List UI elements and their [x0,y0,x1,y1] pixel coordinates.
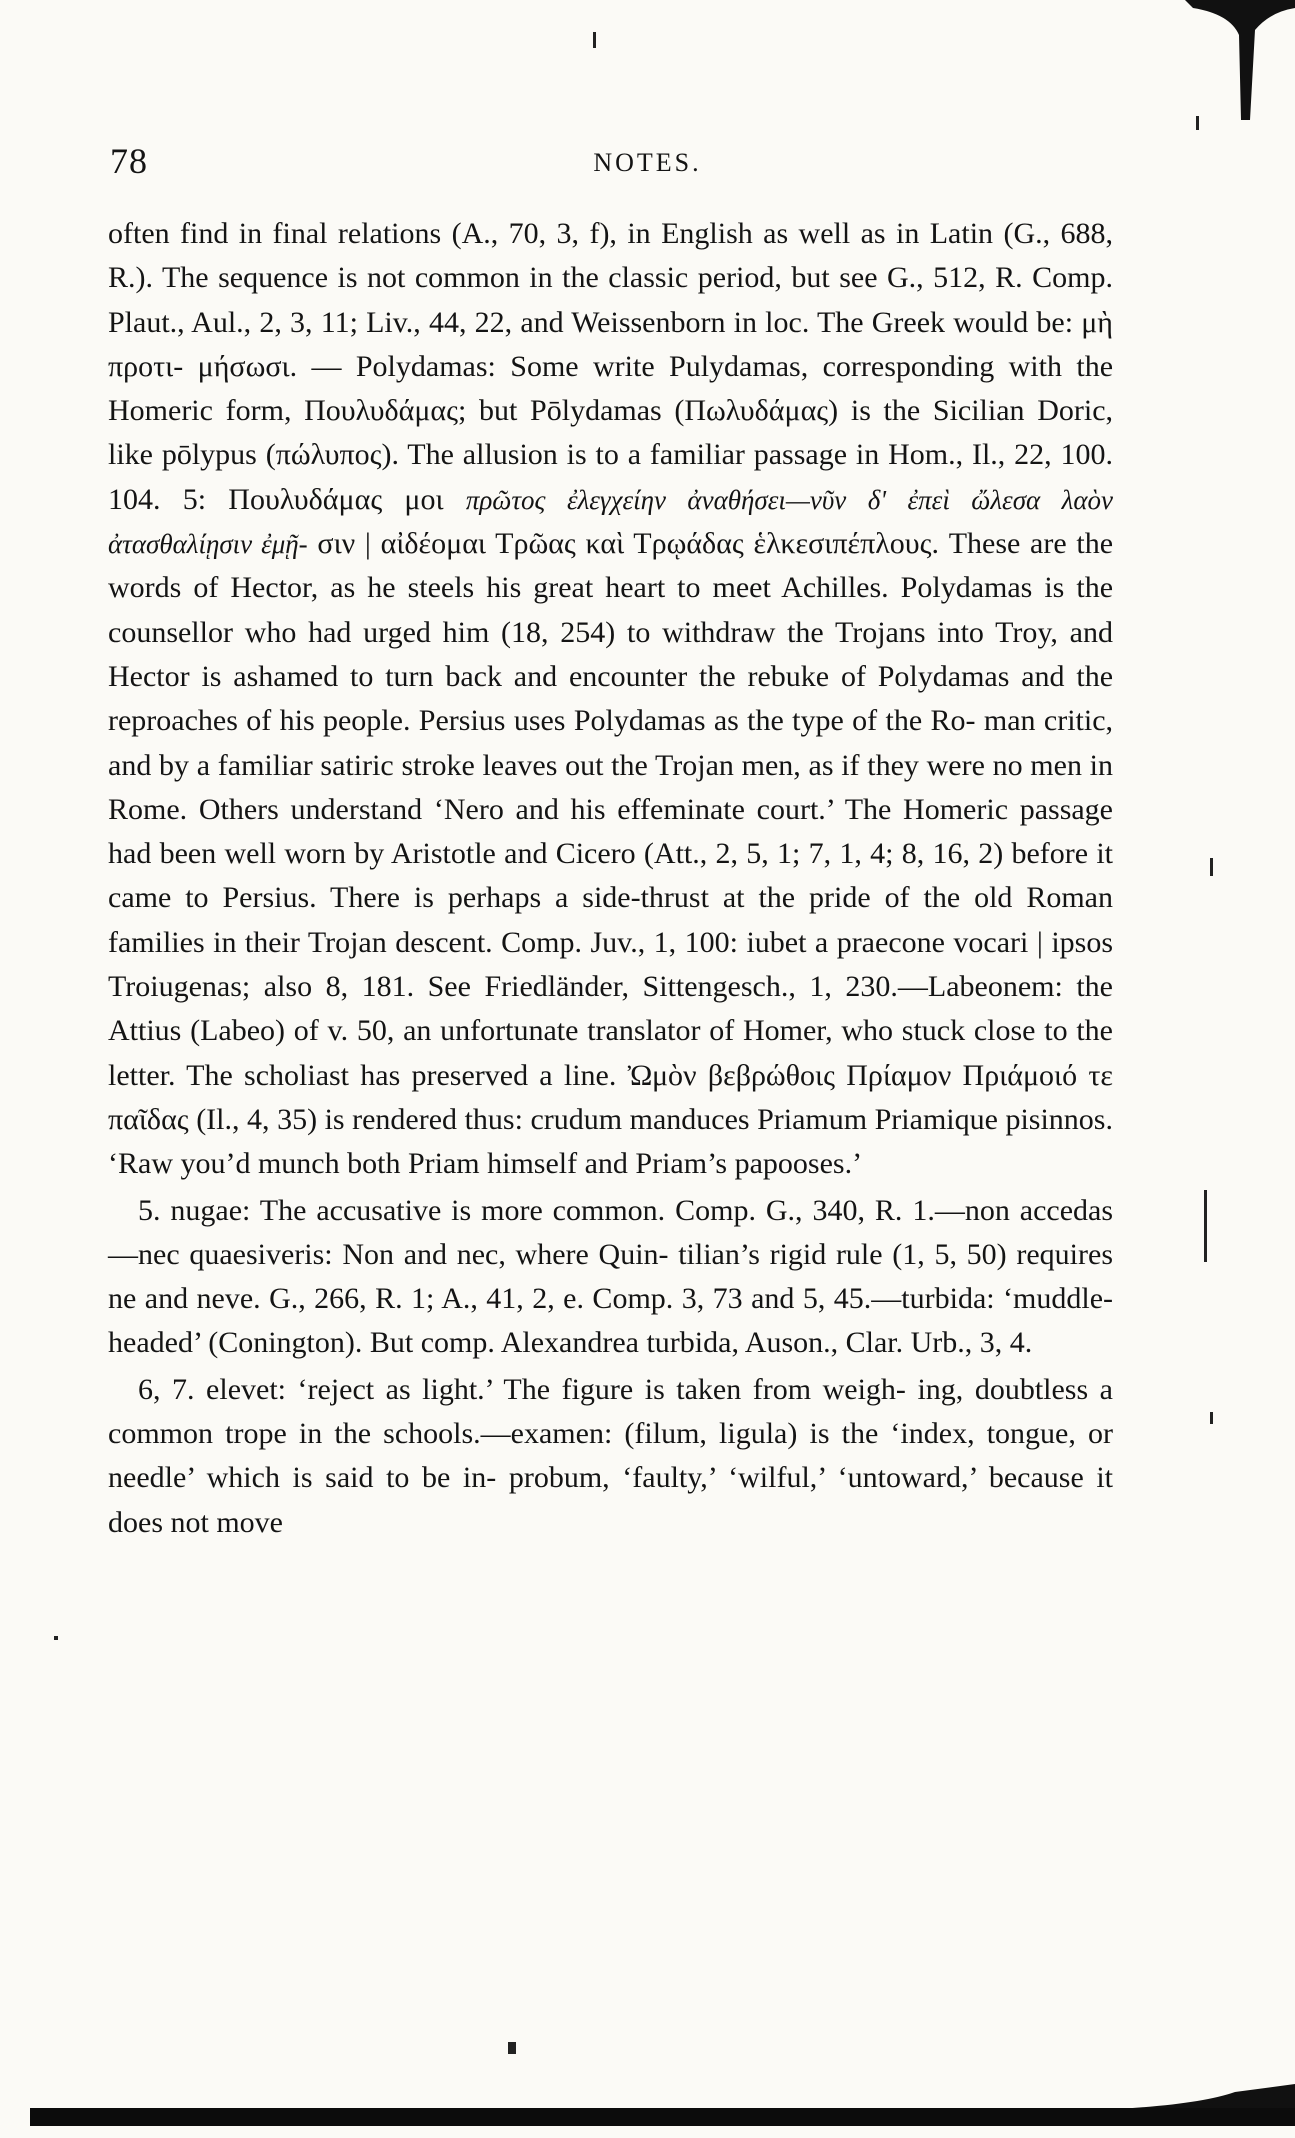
note-paragraph-polydamas [108,212,1113,1187]
margin-speck [1210,1412,1213,1424]
text-line: back and encounter the rebuke of Polydamas and the reproaches [108,659,1114,738]
text-line: period, but see G., 512, R. Comp. Plaut., Aul., 2, 3, 11; Liv., [108,261,1113,339]
text-line: is the Sicilian Doric, like pōlypus (πώλυπος). The allusion is to [108,394,1114,472]
text-line: Polydamas is the counsellor who had urged him (18, 254) to [108,571,1114,649]
text-line: ing, doubtless a common trope in the schools.—examen: (filum, [108,1372,1113,1451]
text-line: the pride of the old Roman families in their Trojan descent. [108,881,1114,959]
text-line: tilian’s rigid rule (1, 5, 50) requires ne and neve. G., 266, R. 1; [108,1237,1113,1316]
text-line: σιν | αἰδέομαι Τρῶας καὶ Τρῳάδας ἑλκεσιπέπλους. These are the [317,527,1114,561]
corner-mark-icon [1175,0,1295,140]
text-line: of his people. Persius uses Polydamas as the type of the Ro- [246,704,976,738]
text-line: words of Hector, as he steels his great heart to meet Achilles. [108,571,889,605]
notes-body [108,212,1113,1545]
note-paragraph-elevet [108,1368,1113,1545]
margin-speck [593,32,596,48]
page-number: 78 [110,141,148,181]
greek-quotation-line: πρῶτος ἐλεγχείην ἀναθήσει—νῦν δ' ἐπεὶ ὤλεσα λαὸν ἀτασθαλίῃσιν ἐμῇ- [108,484,1114,560]
text-line: (Conington). But comp. Alexandrea turbida, Auson., Clar. Urb., [208,1326,973,1360]
text-line: probum, ‘faulty,’ ‘wilful,’ ‘untoward,’ because it does not move [108,1461,1114,1539]
text-line: stuck close to the letter. The scholiast has preserved a line. [108,1014,1113,1092]
text-line: a familiar passage in Hom., Il., 22, 100. 104. 5: Πουλυδάμας μοι [108,438,1114,516]
text-line: A., 41, 2, e. Comp. 3, 73 and 5, 45.—turbida: ‘muddle-headed’ [108,1282,1113,1360]
text-line: Attius (Labeo) of v. 50, an unfortunate translator of Homer, who [108,1014,894,1048]
text-line: with the Homeric form, Πουλυδάμας; but Pōlydamas (Πωλυδάμας) [108,349,1114,428]
text-line: 5. nugae: The accusative is more common. Comp. G., 340, [138,1193,865,1227]
margin-speck [508,2042,516,2054]
text-line: 3, 4. [979,1326,1033,1360]
running-head: NOTES. [593,148,702,177]
text-line: men, as if they were no men in Rome. Others understand [108,748,1114,826]
text-line: Comp. Juv., 1, 100: iubet a praecone vocari | ipsos Troiugenas; also [108,925,1114,1004]
text-line: Latin (G., 688, R.). The sequence is not common in the classic [108,217,1114,295]
margin-speck [1204,1190,1207,1262]
text-line: man critic, and by a familiar satiric stroke leaves out the Trojan [108,704,1114,782]
margin-speck [1210,858,1213,876]
text-line: 8, 181. See Friedländer, Sittengesch., 1, 230.—Labeonem: the [325,970,1113,1004]
text-line: μήσωσι. — Polydamas: Some write Pulydamas, corresponding [197,349,995,383]
text-line: 2) before it came to Persius. There is perhaps a side-thrust at [108,837,1114,915]
text-line: ligula) is the ‘index, tongue, or needle’ which is said to be in- [108,1417,1113,1495]
margin-speck [54,1636,58,1640]
text-line: often find in final relations (A., 70, 3, f), in English as well as in [108,217,920,250]
bottom-rule [30,2108,1295,2126]
text-line: Ὠμὸν βεβρώθοις Πρίαμον Πριάμοιό τε παῖδας (Il., 4, 35) is rendered [108,1058,1114,1136]
margin-speck [1196,116,1199,130]
text-line: R. 1.—non accedas—nec quaesiveris: Non and nec, where Quin- [108,1193,1114,1271]
note-paragraph-nugae [108,1189,1113,1366]
text-line: thus: crudum manduces Priamum Priamique pisinnos. ‘Raw [108,1102,1113,1181]
text-line: ‘Nero and his effeminate court.’ The Homeric passage had been [108,792,1113,871]
text-line: well worn by Aristotle and Cicero (Att., 2, 5, 1; 7, 1, 4; 8, 16, [224,837,970,871]
text-line: withdraw the Trojans into Troy, and Hector is ashamed to turn [108,615,1113,693]
text-line: 44, 22, and Weissenborn in loc. The Greek would be: μὴ προτι- [108,305,1113,383]
text-line: 6, 7. elevet: ‘reject as light.’ The figure is taken from weigh- [138,1372,906,1406]
text-line: you’d munch both Priam himself and Priam’s papooses.’ [180,1147,863,1181]
